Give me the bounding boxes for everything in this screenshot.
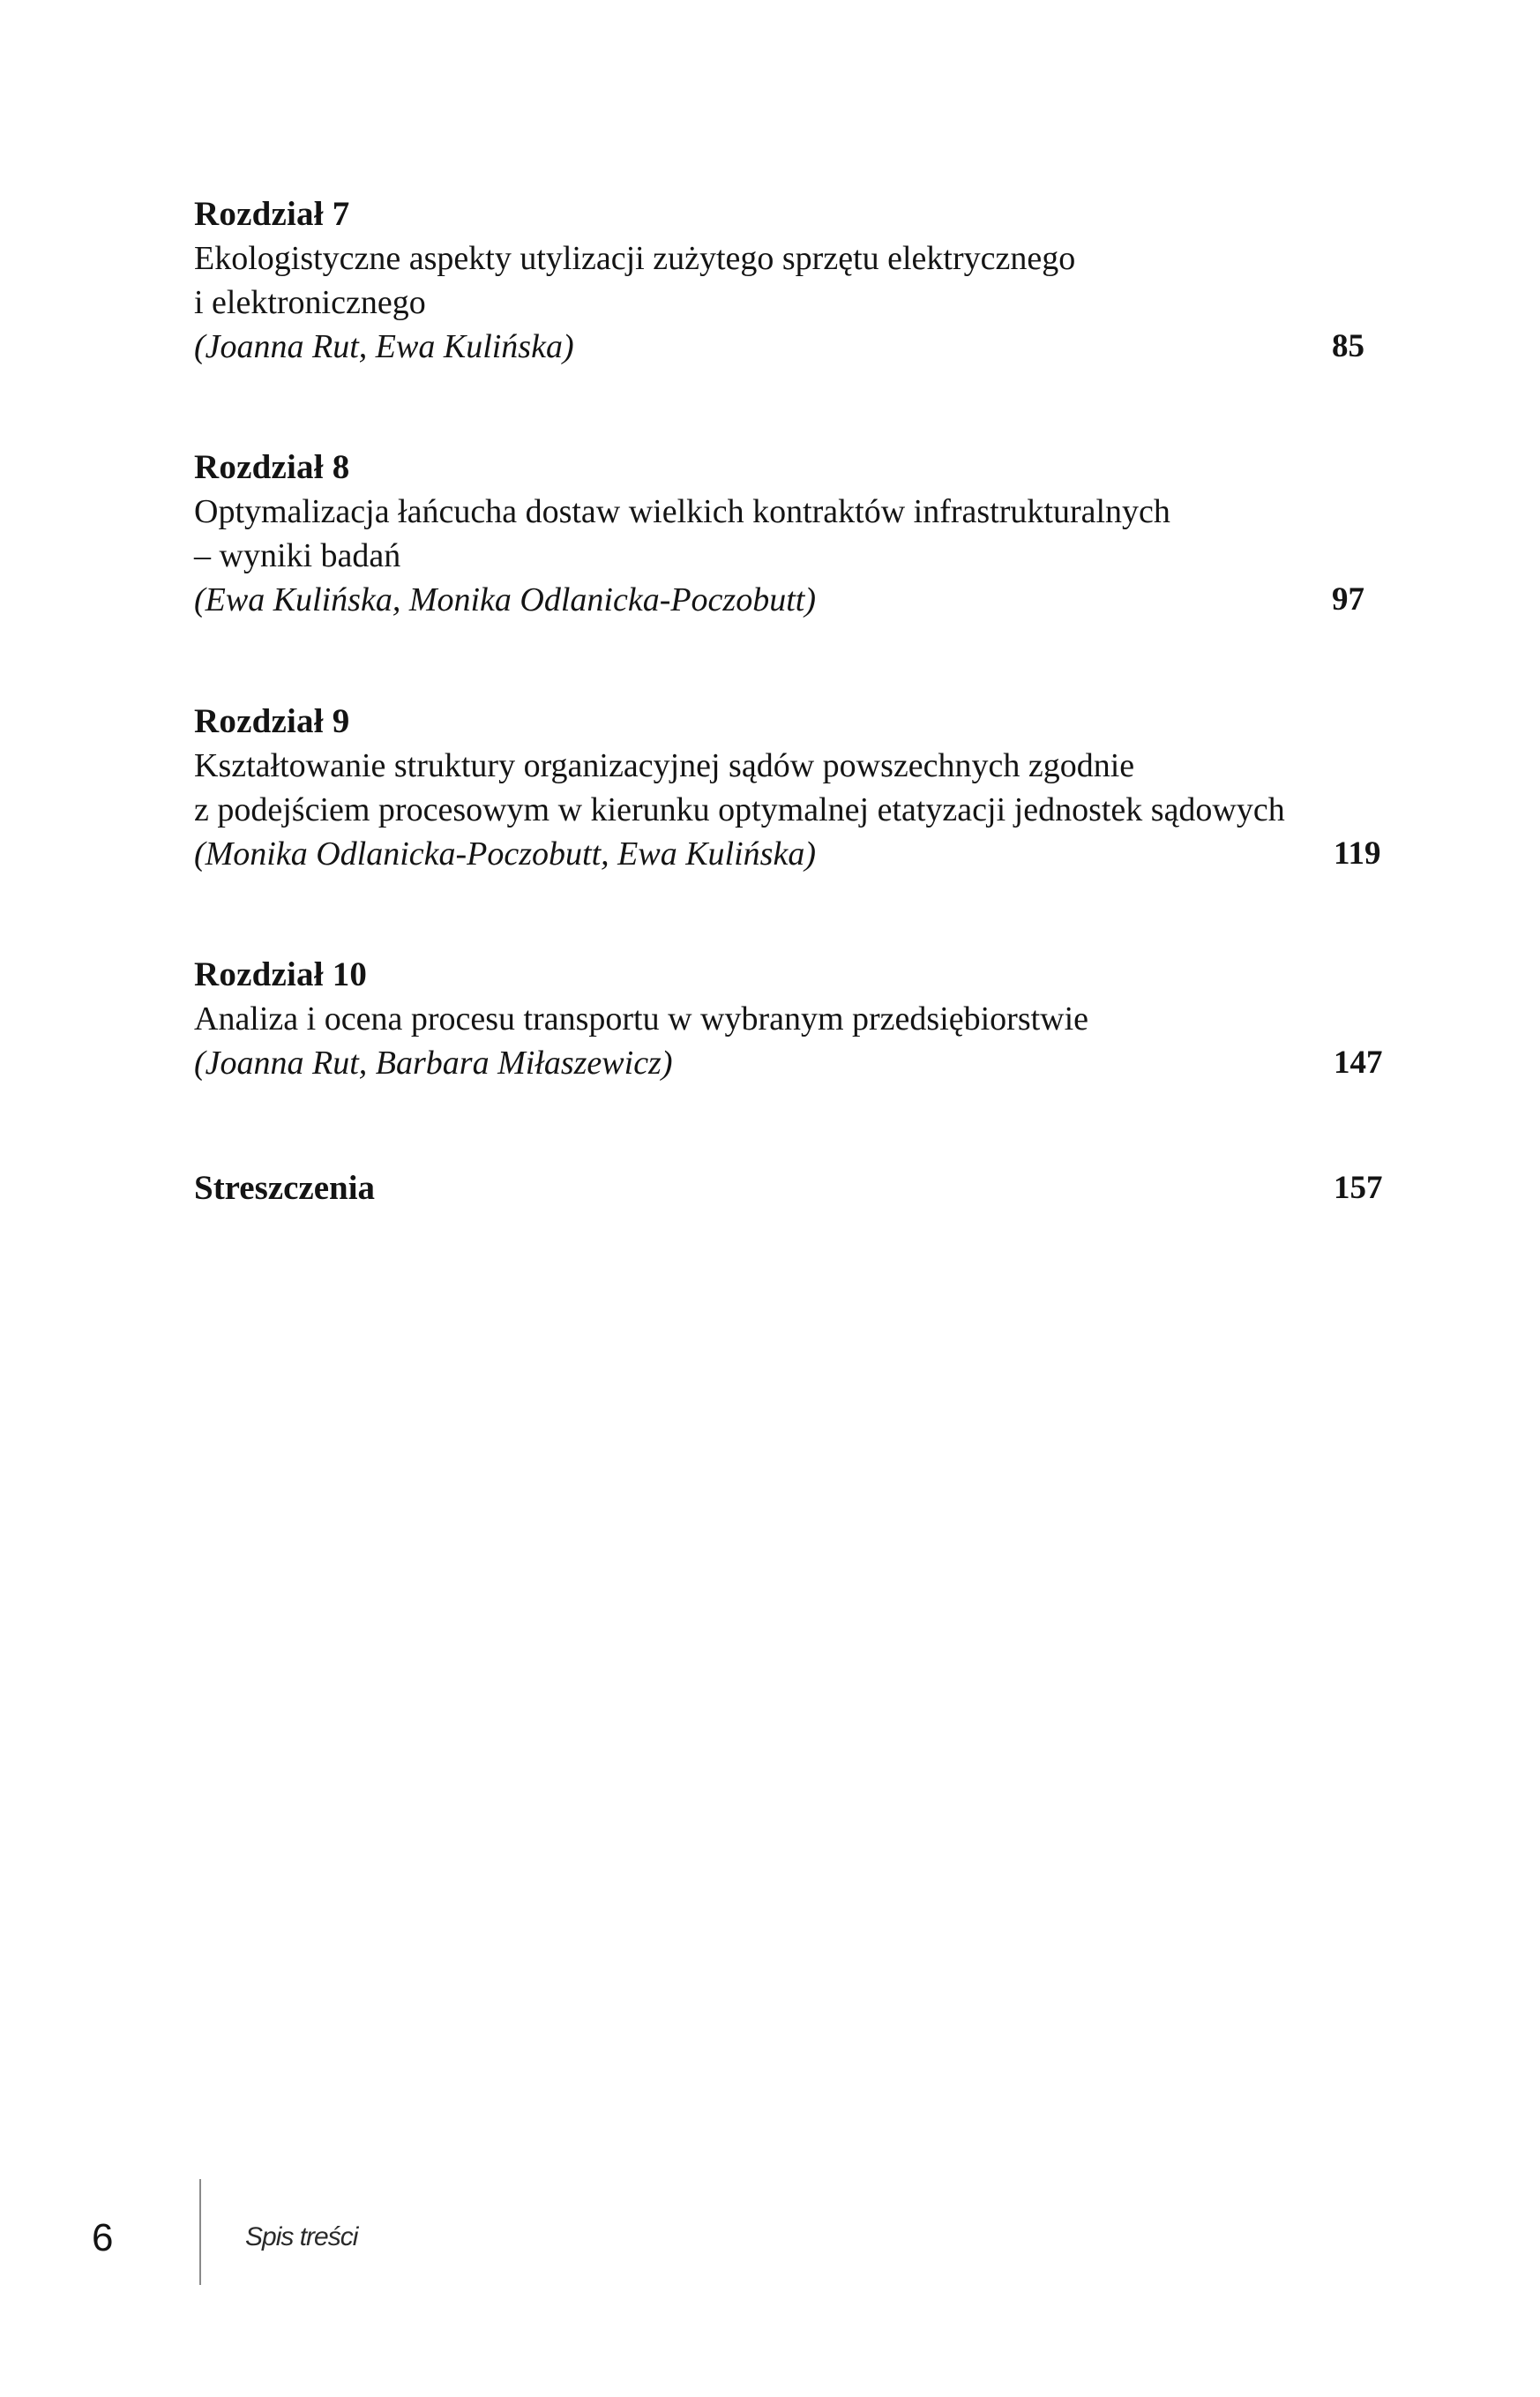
chapter-title [194, 744, 1385, 832]
footer-divider [199, 2179, 201, 2285]
chapter-title-line: z podejściem procesowym w kierunku optymalnej etatyzacji jednostek sądowych [194, 791, 1285, 828]
summary-page-number: 157 [1334, 1170, 1383, 1206]
chapter-page-number: 147 [1334, 1045, 1383, 1081]
chapter-heading: Rozdział 8 [194, 448, 350, 486]
toc-entry-chapter-7 [194, 192, 1385, 369]
chapter-title-line: i elektronicznego [194, 284, 426, 321]
author-row [194, 578, 1385, 622]
chapter-title [194, 997, 1385, 1041]
chapter-title-line: Kształtowanie struktury organizacyjnej sądów powszechnych zgodnie [194, 747, 1135, 784]
author-row [194, 325, 1385, 369]
chapter-page-number: 97 [1332, 581, 1364, 618]
chapter-page-number: 85 [1332, 328, 1364, 364]
footer-page-number: 6 [92, 2216, 114, 2259]
chapter-heading: Rozdział 7 [194, 195, 350, 233]
chapter-title-line: Optymalizacja łańcucha dostaw wielkich kontraktów infrastrukturalnych [194, 493, 1170, 530]
footer-section-title: Spis treści [245, 2222, 358, 2251]
chapter-title [194, 236, 1385, 325]
summary-label: Streszczenia [194, 1169, 376, 1207]
chapter-heading: Rozdział 9 [194, 702, 350, 740]
toc-entry-chapter-8 [194, 446, 1385, 622]
toc-entry-chapter-10 [194, 953, 1385, 1085]
author-row [194, 1041, 1385, 1085]
chapter-heading: Rozdział 10 [194, 955, 368, 993]
toc-entry-summaries [194, 1165, 1385, 1212]
chapter-authors: (Ewa Kulińska, Monika Odlanicka-Poczobutt) [194, 581, 816, 618]
chapter-page-number: 119 [1334, 835, 1381, 872]
chapter-title-line: Analiza i ocena procesu transportu w wybranym przedsiębiorstwie [194, 1000, 1089, 1037]
chapter-title-line: Ekologistyczne aspekty utylizacji zużytego sprzętu elektrycznego [194, 240, 1076, 277]
chapter-title-line: – wyniki badań [194, 537, 401, 574]
chapter-title [194, 490, 1385, 578]
chapter-authors: (Joanna Rut, Barbara Miłaszewicz) [194, 1045, 673, 1082]
chapter-authors: (Monika Odlanicka-Poczobutt, Ewa Kulińska) [194, 835, 816, 873]
author-row [194, 832, 1385, 876]
chapter-authors: (Joanna Rut, Ewa Kulińska) [194, 328, 574, 365]
toc-entry-chapter-9 [194, 700, 1385, 876]
